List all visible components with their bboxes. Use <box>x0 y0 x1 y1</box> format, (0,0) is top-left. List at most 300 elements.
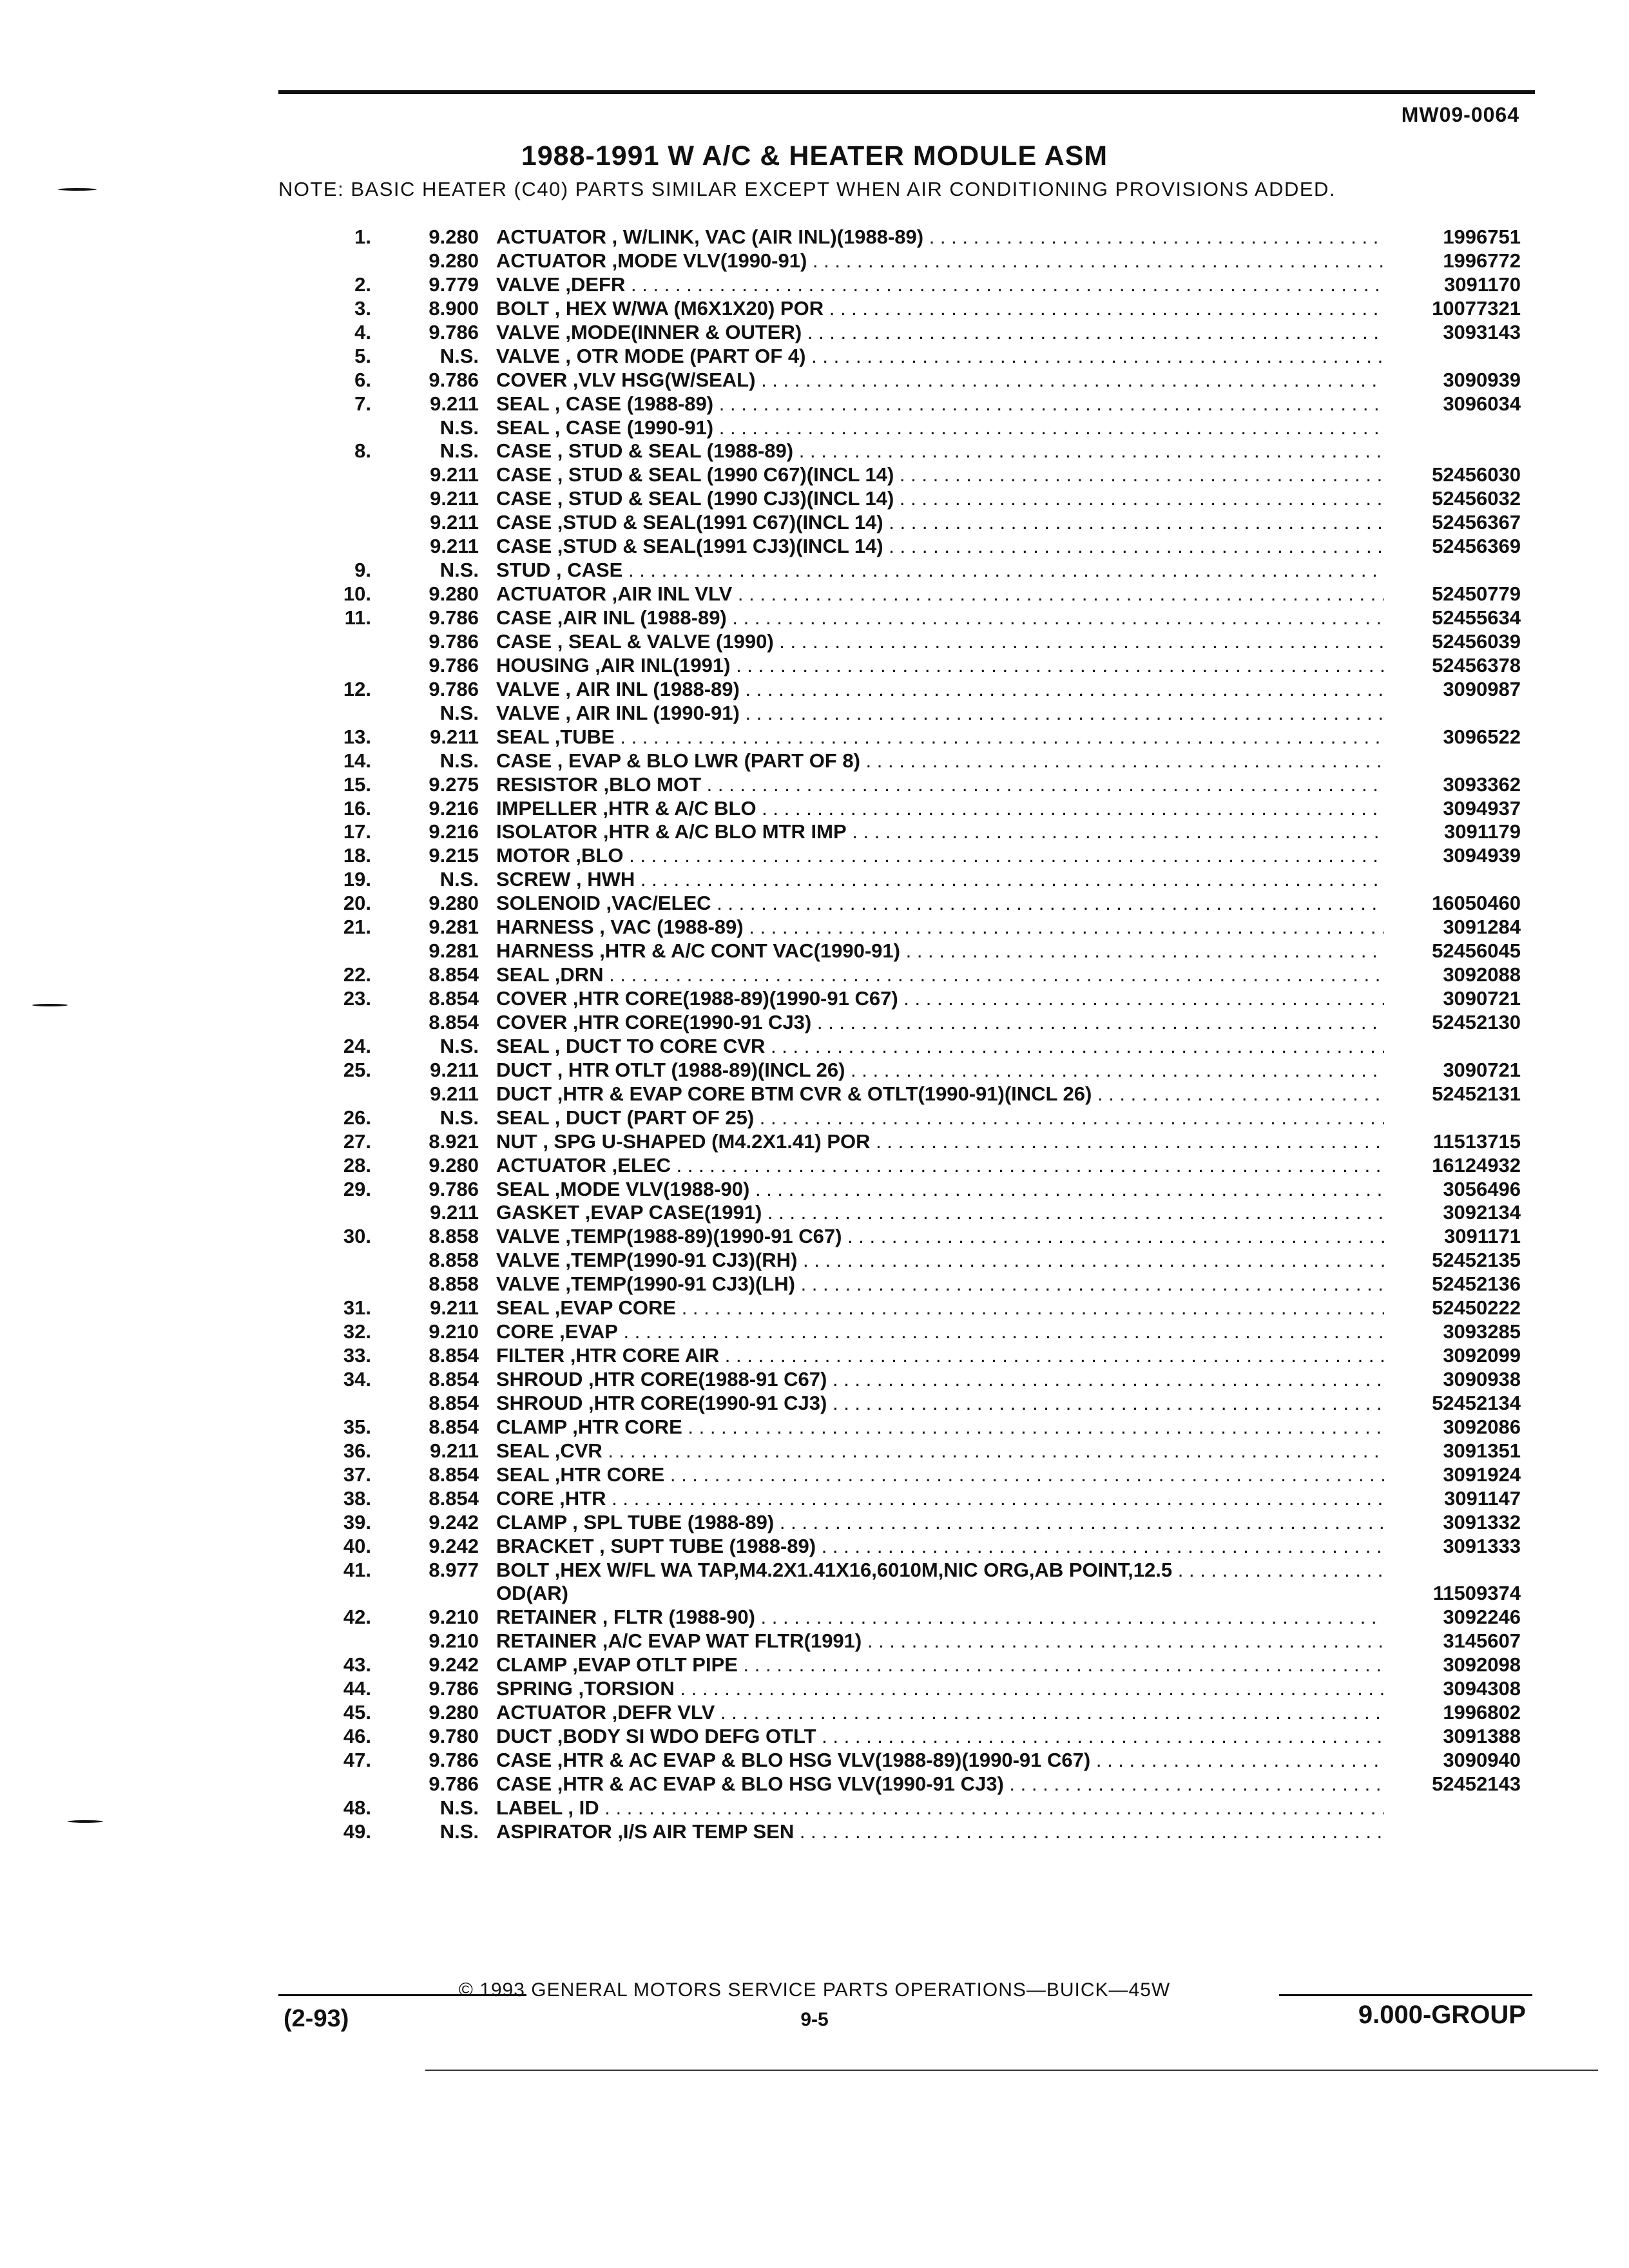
ref-number: 21. <box>343 916 371 939</box>
group-number: 9.210 <box>429 1320 479 1343</box>
part-description: DUCT ,HTR & EVAP CORE BTM CVR & OTLT(1990-91)(INCL 26) . . . <box>496 1082 1384 1106</box>
table-row <box>0 630 1629 654</box>
group-number: 9.786 <box>429 368 479 391</box>
ref-number: 42. <box>343 1606 371 1629</box>
ref-number: 41. <box>343 1558 371 1581</box>
table-row <box>0 1249 1629 1273</box>
group-number: 9.211 <box>430 535 479 558</box>
group-number: 9.211 <box>430 1058 479 1081</box>
header-rule <box>278 90 1535 94</box>
part-description: SHROUD ,HTR CORE(1988-91 C67) . . . <box>496 1368 1384 1392</box>
group-number: N.S. <box>439 749 479 772</box>
binder-mark <box>32 1004 68 1006</box>
ref-number: 19. <box>343 868 371 891</box>
table-row <box>0 773 1629 797</box>
table-row <box>0 1344 1629 1368</box>
table-row <box>0 1178 1629 1202</box>
binder-mark <box>58 188 97 191</box>
ref-number: 11. <box>344 606 371 629</box>
part-number: 3091351 <box>1443 1439 1521 1462</box>
ref-number: 24. <box>343 1034 371 1057</box>
part-number: 52456039 <box>1432 629 1521 653</box>
part-description: VALVE ,TEMP(1990-91 CJ3)(RH) . . . <box>496 1249 1384 1273</box>
ref-number: 6. <box>354 368 371 391</box>
part-number: 52452134 <box>1432 1391 1521 1414</box>
part-description: SEAL ,CVR . . . <box>496 1439 1384 1463</box>
part-description: CASE ,HTR & AC EVAP & BLO HSG VLV(1988-89)(1990-91 C67) . . . <box>496 1749 1384 1773</box>
ref-number: 3. <box>354 296 371 320</box>
part-description: CASE ,AIR INL (1988-89) . . . <box>496 606 1384 630</box>
group-number: 9.211 <box>430 1201 479 1224</box>
table-row <box>0 1773 1629 1796</box>
part-number: 3090721 <box>1443 987 1521 1010</box>
part-number: 52452143 <box>1432 1772 1521 1795</box>
group-number: 9.280 <box>429 226 479 248</box>
part-number: 52452135 <box>1432 1249 1521 1272</box>
part-description: ISOLATOR ,HTR & A/C BLO MTR IMP . . . <box>496 820 1384 844</box>
part-description: SPRING ,TORSION . . . <box>496 1677 1384 1701</box>
part-description: CASE ,HTR & AC EVAP & BLO HSG VLV(1990-91 CJ3) . . . <box>496 1773 1384 1796</box>
ref-number: 44. <box>343 1677 371 1700</box>
group-number: 8.854 <box>429 1415 479 1438</box>
part-number: 52452130 <box>1432 1010 1521 1033</box>
part-number: 3092099 <box>1443 1344 1521 1367</box>
group-number: 8.854 <box>429 963 479 986</box>
part-description: ACTUATOR ,DEFR VLV . . . <box>496 1701 1384 1725</box>
part-number: 3091170 <box>1444 273 1521 296</box>
table-row <box>0 939 1629 963</box>
part-description: VALVE , OTR MODE (PART OF 4) . . . <box>496 345 1384 369</box>
part-description: ACTUATOR ,MODE VLV(1990-91) . . . <box>496 249 1384 273</box>
group-number: 9.242 <box>429 1653 479 1677</box>
table-row <box>0 1296 1629 1320</box>
group-number: 9.786 <box>429 1772 479 1795</box>
part-description: SOLENOID ,VAC/ELEC . . . <box>496 892 1384 916</box>
part-number: 3090938 <box>1443 1368 1521 1390</box>
table-row <box>0 1559 1629 1582</box>
table-row <box>0 1582 1629 1606</box>
group-number: N.S. <box>439 559 479 582</box>
part-number: 3092134 <box>1443 1201 1521 1224</box>
part-number: 3094308 <box>1443 1677 1521 1700</box>
part-description: CLAMP , SPL TUBE (1988-89) . . . <box>496 1511 1384 1535</box>
ref-number: 16. <box>343 796 371 820</box>
part-description: CASE , STUD & SEAL (1990 CJ3)(INCL 14) . . . <box>496 487 1384 511</box>
group-number: 9.786 <box>429 653 479 677</box>
ref-number: 8. <box>354 439 371 463</box>
part-description: ACTUATOR ,AIR INL VLV . . . <box>496 582 1384 606</box>
ref-number: 2. <box>354 273 371 296</box>
part-description: LABEL , ID . . . <box>496 1796 1384 1820</box>
ref-number: 4. <box>354 320 371 343</box>
table-row <box>0 463 1629 487</box>
part-number: 52456045 <box>1432 939 1521 963</box>
part-number: 3091388 <box>1443 1725 1521 1748</box>
table-row <box>0 892 1629 916</box>
ref-number: 37. <box>343 1463 371 1486</box>
table-row <box>0 1035 1629 1059</box>
group-number: 8.854 <box>429 1486 479 1510</box>
table-row <box>0 1487 1629 1511</box>
table-row <box>0 1130 1629 1154</box>
ref-number: 26. <box>343 1106 371 1129</box>
table-row <box>0 392 1629 416</box>
table-row <box>0 1416 1629 1439</box>
part-description: CASE ,STUD & SEAL(1991 C67)(INCL 14) . . . <box>496 511 1384 535</box>
table-row <box>0 487 1629 511</box>
part-number: 3091171 <box>1444 1225 1521 1248</box>
table-row <box>0 1392 1629 1416</box>
part-number: 52456369 <box>1432 535 1521 558</box>
table-row <box>0 439 1629 463</box>
part-description: CASE , SEAL & VALVE (1990) . . . <box>496 630 1384 654</box>
table-row <box>0 1606 1629 1629</box>
part-number: 16124932 <box>1432 1153 1521 1177</box>
part-number: 3091333 <box>1443 1534 1521 1557</box>
ref-number: 14. <box>343 749 371 772</box>
group-number: 9.281 <box>429 916 479 939</box>
group-number: 8.977 <box>429 1558 479 1581</box>
group-number: 9.211 <box>430 463 479 486</box>
table-row <box>0 249 1629 273</box>
part-description: ACTUATOR ,ELEC . . . <box>496 1154 1384 1178</box>
table-row <box>0 1201 1629 1225</box>
group-number: 9.786 <box>429 606 479 629</box>
table-row <box>0 1677 1629 1701</box>
group-number: 8.921 <box>429 1129 479 1153</box>
ref-number: 23. <box>343 987 371 1010</box>
ref-number: 30. <box>343 1225 371 1248</box>
part-description: RETAINER ,A/C EVAP WAT FLTR(1991) . . . <box>496 1629 1384 1653</box>
group-number: 9.786 <box>429 1749 479 1771</box>
ref-number: 7. <box>354 392 371 415</box>
table-row <box>0 416 1629 440</box>
part-description: FILTER ,HTR CORE AIR . . . <box>496 1344 1384 1368</box>
part-number: 52456367 <box>1432 511 1521 534</box>
table-row <box>0 1511 1629 1535</box>
group-number: 9.242 <box>429 1510 479 1533</box>
ref-number: 29. <box>343 1177 371 1200</box>
part-description: ACTUATOR , W/LINK, VAC (AIR INL)(1988-89) . . . <box>496 226 1384 249</box>
group-number: N.S. <box>439 1796 479 1819</box>
ref-number: 43. <box>343 1653 371 1677</box>
part-description: RETAINER , FLTR (1988-90) . . . <box>496 1606 1384 1629</box>
table-row <box>0 1154 1629 1178</box>
ref-number: 10. <box>343 582 371 606</box>
group-number: N.S. <box>439 1106 479 1129</box>
part-description: SEAL , CASE (1990-91) . . . <box>496 416 1384 440</box>
part-number: 11509374 <box>1432 1582 1521 1605</box>
part-number: 52452131 <box>1432 1082 1521 1105</box>
part-description: VALVE ,MODE(INNER & OUTER) . . . <box>496 321 1384 345</box>
part-number: 3091284 <box>1443 916 1521 939</box>
table-row <box>0 1011 1629 1035</box>
table-row <box>0 1820 1629 1844</box>
table-row <box>0 226 1629 249</box>
group-number: 9.780 <box>429 1725 479 1748</box>
ref-number: 25. <box>343 1058 371 1081</box>
ref-number: 31. <box>343 1296 371 1320</box>
group-number: N.S. <box>439 344 479 367</box>
ref-number: 46. <box>343 1725 371 1748</box>
part-number: 3096034 <box>1443 392 1521 415</box>
table-row <box>0 1225 1629 1249</box>
table-row <box>0 535 1629 559</box>
part-description: VALVE , AIR INL (1990-91) . . . <box>496 702 1384 726</box>
table-row <box>0 797 1629 821</box>
group-number: 9.216 <box>429 820 479 843</box>
group-number: N.S. <box>439 701 479 724</box>
part-number: 52456030 <box>1432 463 1521 486</box>
part-description: SEAL , DUCT (PART OF 25) . . . <box>496 1106 1384 1130</box>
ref-number: 27. <box>343 1129 371 1153</box>
part-description: CASE , STUD & SEAL (1988-89) . . . <box>496 439 1384 463</box>
table-row <box>0 1653 1629 1677</box>
part-description: CASE , EVAP & BLO LWR (PART OF 8) . . . <box>496 749 1384 773</box>
part-description: STUD , CASE . . . <box>496 559 1384 582</box>
ref-number: 40. <box>343 1534 371 1557</box>
part-number: 3056496 <box>1443 1177 1521 1200</box>
part-number: 3090939 <box>1443 368 1521 391</box>
part-description: SEAL , DUCT TO CORE CVR . . . <box>496 1035 1384 1059</box>
table-row <box>0 559 1629 582</box>
group-number: 9.280 <box>429 892 479 915</box>
ref-number: 9. <box>354 559 371 582</box>
table-row <box>0 606 1629 630</box>
group-number: 8.854 <box>429 1368 479 1390</box>
ref-number: 13. <box>343 725 371 748</box>
table-row <box>0 1796 1629 1820</box>
group-number: 9.275 <box>429 773 479 796</box>
ref-number: 5. <box>354 344 371 367</box>
ref-number: 34. <box>343 1368 371 1390</box>
table-row <box>0 1749 1629 1773</box>
group-number: 8.858 <box>429 1225 479 1248</box>
part-description: IMPELLER ,HTR & A/C BLO . . . <box>496 797 1384 821</box>
ref-number: 18. <box>343 844 371 867</box>
footer-copyright: © 1993 GENERAL MOTORS SERVICE PARTS OPERATIONS—BUICK—45W <box>458 1979 1171 2001</box>
group-number: 9.215 <box>429 844 479 867</box>
table-row <box>0 916 1629 939</box>
part-description: HARNESS , VAC (1988-89) . . . <box>496 916 1384 939</box>
group-number: 9.211 <box>430 1439 479 1462</box>
part-number: 1996772 <box>1443 249 1521 272</box>
group-number: 8.854 <box>429 1463 479 1486</box>
table-row <box>0 582 1629 606</box>
part-number: 52450222 <box>1432 1296 1521 1320</box>
ref-number: 45. <box>343 1701 371 1724</box>
part-number: 3092246 <box>1443 1606 1521 1629</box>
part-description: VALVE , AIR INL (1988-89) . . . <box>496 678 1384 702</box>
part-description: DUCT , HTR OTLT (1988-89)(INCL 26) . . . <box>496 1059 1384 1082</box>
table-row <box>0 1082 1629 1106</box>
part-number: 3091179 <box>1444 820 1521 843</box>
page-title: 1988-1991 W A/C & HEATER MODULE ASM <box>521 140 1108 171</box>
table-row <box>0 1439 1629 1463</box>
table-row <box>0 1273 1629 1296</box>
group-number: 8.854 <box>429 1391 479 1414</box>
ref-number: 48. <box>343 1796 371 1819</box>
part-description: SEAL ,DRN . . . <box>496 963 1384 987</box>
group-number: 9.211 <box>430 487 479 510</box>
group-number: 8.858 <box>429 1273 479 1296</box>
part-description: GASKET ,EVAP CASE(1991) . . . <box>496 1201 1384 1225</box>
part-description: BOLT , HEX W/WA (M6X1X20) POR . . . <box>496 297 1384 321</box>
part-number: 1996751 <box>1443 226 1521 248</box>
part-description: MOTOR ,BLO . . . <box>496 844 1384 868</box>
ref-number: 20. <box>343 892 371 915</box>
table-row <box>0 726 1629 749</box>
part-number: 52456378 <box>1432 653 1521 677</box>
ref-number: 32. <box>343 1320 371 1343</box>
part-description: CLAMP ,EVAP OTLT PIPE . . . <box>496 1653 1384 1677</box>
group-number: 8.900 <box>429 296 479 320</box>
part-number: 3145607 <box>1443 1629 1521 1653</box>
part-number: 3092086 <box>1443 1415 1521 1438</box>
part-number: 3094939 <box>1443 844 1521 867</box>
ref-number: 28. <box>343 1153 371 1177</box>
part-description: NUT , SPG U-SHAPED (M4.2X1.41) POR . . . <box>496 1130 1384 1154</box>
part-number: 3091924 <box>1443 1463 1521 1486</box>
footer-group: 9.000-GROUP <box>1358 2001 1526 2029</box>
bottom-rule <box>425 2070 1598 2071</box>
part-description: OD(AR) <box>496 1582 568 1605</box>
ref-number: 47. <box>343 1749 371 1771</box>
ref-number: 38. <box>343 1486 371 1510</box>
group-number: 9.211 <box>430 392 479 415</box>
part-description: SEAL ,MODE VLV(1988-90) . . . <box>496 1178 1384 1202</box>
group-number: N.S. <box>439 439 479 463</box>
footer-date: (2-93) <box>284 2005 349 2032</box>
ref-number: 49. <box>343 1820 371 1843</box>
part-description: SHROUD ,HTR CORE(1990-91 CJ3) . . . <box>496 1392 1384 1416</box>
group-number: 9.280 <box>429 582 479 606</box>
part-number: 3092088 <box>1443 963 1521 986</box>
ref-number: 22. <box>343 963 371 986</box>
part-description: SEAL , CASE (1988-89) . . . <box>496 392 1384 416</box>
part-description: SEAL ,TUBE . . . <box>496 726 1384 749</box>
ref-number: 17. <box>343 820 371 843</box>
table-row <box>0 297 1629 321</box>
part-number: 3092098 <box>1443 1653 1521 1677</box>
group-number: 9.786 <box>429 629 479 653</box>
part-description: CASE ,STUD & SEAL(1991 CJ3)(INCL 14) . . . <box>496 535 1384 559</box>
table-row <box>0 321 1629 345</box>
table-row <box>0 1106 1629 1130</box>
table-row <box>0 273 1629 297</box>
ref-number: 35. <box>343 1415 371 1438</box>
part-description: CLAMP ,HTR CORE . . . <box>496 1416 1384 1439</box>
table-row <box>0 345 1629 369</box>
table-row <box>0 1059 1629 1082</box>
part-number: 52452136 <box>1432 1273 1521 1296</box>
group-number: 9.211 <box>430 1296 479 1320</box>
table-row <box>0 749 1629 773</box>
part-number: 3090940 <box>1443 1749 1521 1771</box>
table-row <box>0 702 1629 726</box>
group-number: N.S. <box>439 1034 479 1057</box>
group-number: 9.280 <box>429 249 479 272</box>
group-number: 9.211 <box>430 725 479 748</box>
table-row <box>0 820 1629 844</box>
part-description: SEAL ,EVAP CORE . . . <box>496 1296 1384 1320</box>
group-number: 9.786 <box>429 320 479 343</box>
group-number: 8.854 <box>429 987 479 1010</box>
table-row <box>0 987 1629 1011</box>
table-row <box>0 1701 1629 1725</box>
part-description: HARNESS ,HTR & A/C CONT VAC(1990-91) . . . <box>496 939 1384 963</box>
group-number: 9.211 <box>430 511 479 534</box>
ref-number: 15. <box>343 773 371 796</box>
group-number: 9.280 <box>429 1153 479 1177</box>
part-number: 3094937 <box>1443 796 1521 820</box>
ref-number: 1. <box>354 226 371 248</box>
group-number: 9.786 <box>429 1677 479 1700</box>
part-description: CORE ,EVAP . . . <box>496 1320 1384 1344</box>
table-row <box>0 1320 1629 1344</box>
part-number: 3093362 <box>1443 773 1521 796</box>
table-row <box>0 678 1629 702</box>
group-number: 9.779 <box>429 273 479 296</box>
part-description: VALVE ,TEMP(1988-89)(1990-91 C67) . . . <box>496 1225 1384 1249</box>
table-row <box>0 654 1629 678</box>
ref-number: 39. <box>343 1510 371 1533</box>
group-number: 8.854 <box>429 1010 479 1033</box>
part-description: VALVE ,DEFR . . . <box>496 273 1384 297</box>
group-number: 9.242 <box>429 1534 479 1557</box>
part-number: 3093143 <box>1443 320 1521 343</box>
group-number: 9.210 <box>429 1606 479 1629</box>
part-description: ASPIRATOR ,I/S AIR TEMP SEN . . . <box>496 1820 1384 1844</box>
part-number: 3090987 <box>1443 677 1521 700</box>
table-row <box>0 1368 1629 1392</box>
group-number: 9.281 <box>429 939 479 963</box>
part-description: BOLT ,HEX W/FL WA TAP,M4.2X1.41X16,6010M,NIC ORG,AB POINT,12.5 . . . <box>496 1559 1384 1582</box>
group-number: 9.211 <box>430 1082 479 1105</box>
footer-page-number: 9-5 <box>800 2009 829 2030</box>
document-id: MW09-0064 <box>1401 103 1519 126</box>
ref-number: 12. <box>343 677 371 700</box>
part-description: CASE , STUD & SEAL (1990 C67)(INCL 14) . . . <box>496 463 1384 487</box>
ref-number: 33. <box>343 1344 371 1367</box>
part-number: 1996802 <box>1443 1701 1521 1724</box>
part-number: 52456032 <box>1432 487 1521 510</box>
part-description: CORE ,HTR . . . <box>496 1487 1384 1511</box>
part-description: COVER ,HTR CORE(1988-89)(1990-91 C67) . . . <box>496 987 1384 1011</box>
group-number: N.S. <box>439 1820 479 1843</box>
group-number: 8.858 <box>429 1249 479 1272</box>
part-number: 10077321 <box>1432 296 1521 320</box>
table-row <box>0 963 1629 987</box>
table-row <box>0 1725 1629 1749</box>
part-number: 3090721 <box>1443 1058 1521 1081</box>
group-number: 8.854 <box>429 1344 479 1367</box>
table-row <box>0 1463 1629 1487</box>
ref-number: 36. <box>343 1439 371 1462</box>
part-description: SEAL ,HTR CORE . . . <box>496 1463 1384 1487</box>
part-number: 3096522 <box>1443 725 1521 748</box>
note-text: NOTE: BASIC HEATER (C40) PARTS SIMILAR EXCEPT WHEN AIR CONDITIONING PROVISIONS ADDED. <box>278 178 1336 200</box>
part-description: VALVE ,TEMP(1990-91 CJ3)(LH) . . . <box>496 1273 1384 1296</box>
part-description: DUCT ,BODY SI WDO DEFG OTLT . . . <box>496 1725 1384 1749</box>
part-description: BRACKET , SUPT TUBE (1988-89) . . . <box>496 1535 1384 1559</box>
group-number: 9.210 <box>429 1629 479 1653</box>
part-number: 11513715 <box>1432 1129 1521 1153</box>
part-number: 52450779 <box>1432 582 1521 606</box>
group-number: 9.280 <box>429 1701 479 1724</box>
table-row <box>0 369 1629 392</box>
part-number: 3091332 <box>1443 1510 1521 1533</box>
